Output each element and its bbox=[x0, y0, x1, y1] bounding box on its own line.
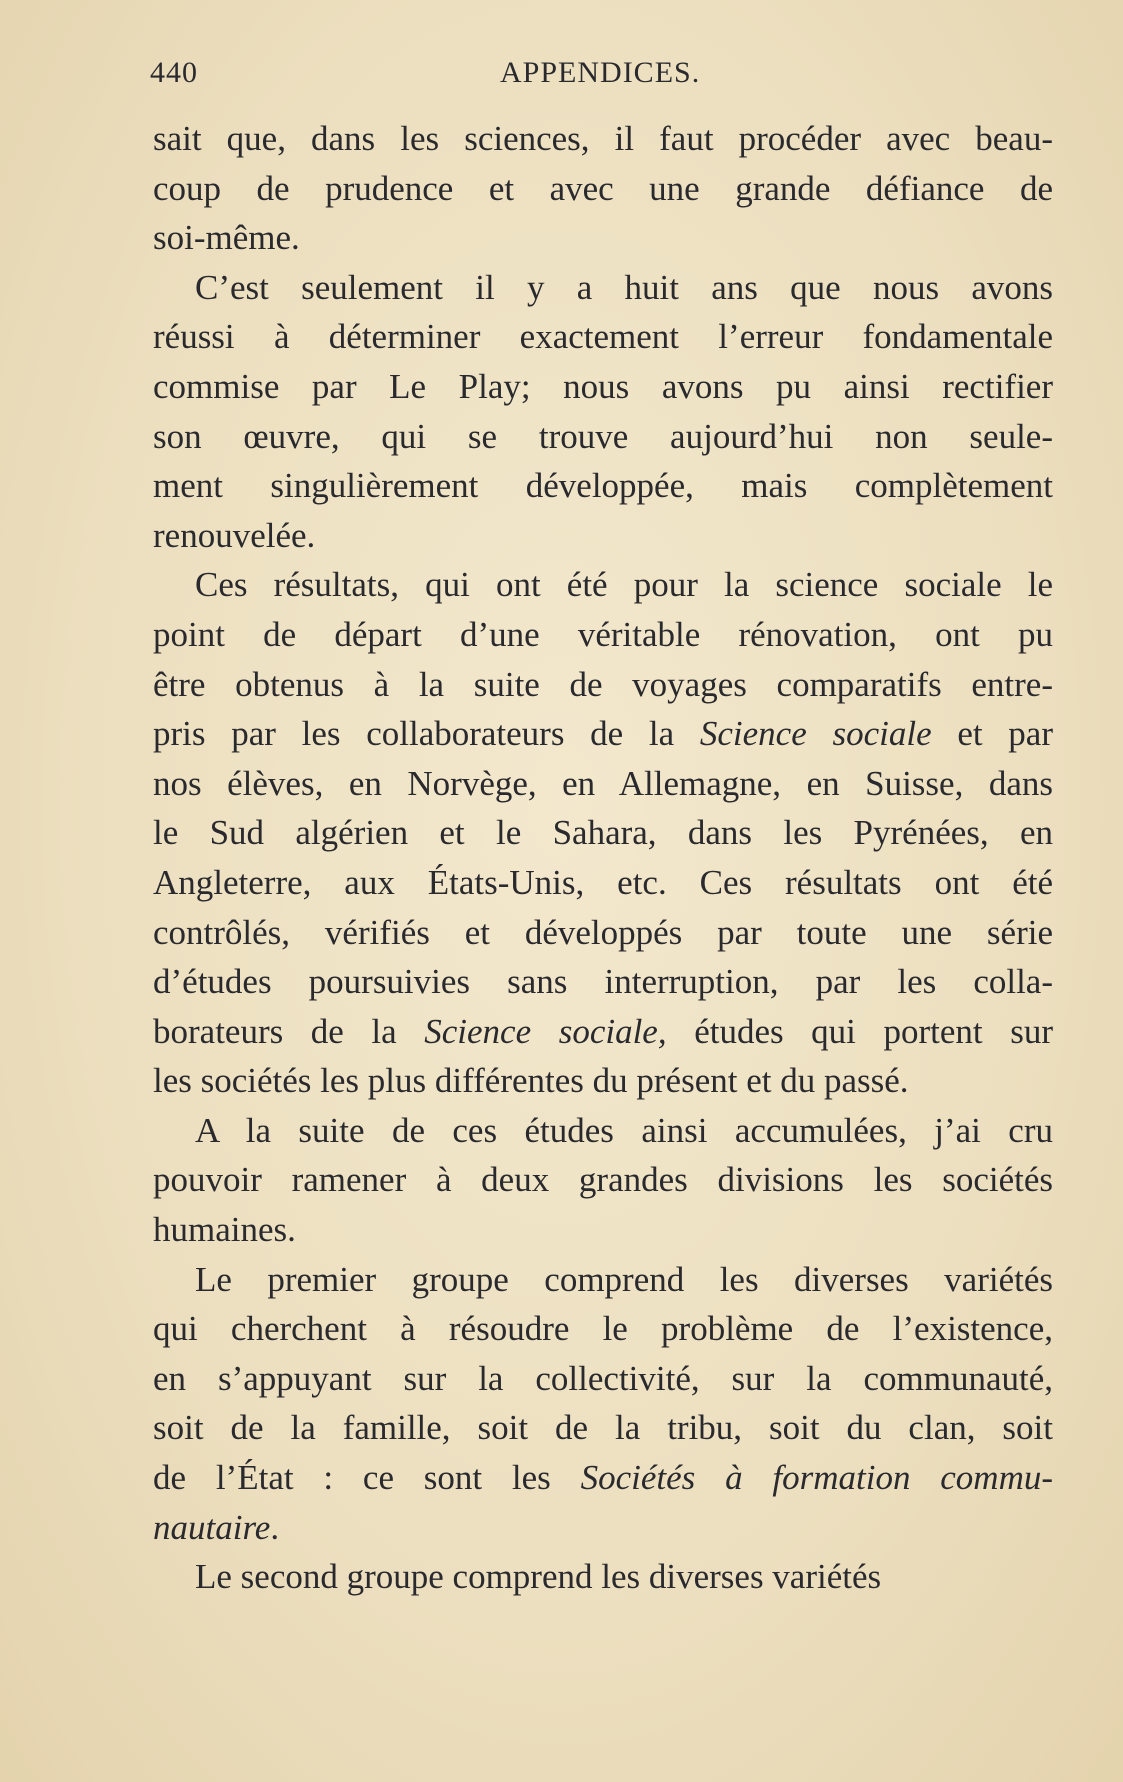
text-line bbox=[153, 908, 1053, 958]
text-segment: . bbox=[270, 1507, 280, 1547]
text-line bbox=[153, 1354, 1053, 1404]
text-segment: ment singulièrement développée, mais complètement bbox=[153, 466, 1053, 506]
text-segment: en s’appuyant sur la collectivité, sur la communauté, bbox=[153, 1358, 1053, 1398]
text-line bbox=[153, 1304, 1053, 1354]
body-text bbox=[153, 114, 1053, 1602]
text-line bbox=[153, 1155, 1053, 1205]
text-line bbox=[153, 759, 1053, 809]
text-line bbox=[153, 957, 1053, 1007]
text-segment: renouvelée. bbox=[153, 515, 316, 555]
running-title: APPENDICES. bbox=[500, 56, 701, 89]
text-line bbox=[153, 1503, 1053, 1553]
text-segment: pouvoir ramener à deux grandes divisions les sociétés bbox=[153, 1160, 1053, 1200]
text-line bbox=[153, 1453, 1053, 1503]
text-segment: Angleterre, aux États-Unis, etc. Ces résultats ont été bbox=[153, 862, 1053, 902]
text-line bbox=[153, 1007, 1053, 1057]
italic-text: Sociétés à formation commu- bbox=[580, 1458, 1053, 1498]
text-segment: Ces résultats, qui ont été pour la science sociale le bbox=[195, 565, 1053, 605]
text-segment: A la suite de ces études ainsi accumulées, j’ai cru bbox=[195, 1110, 1053, 1150]
text-line bbox=[153, 1106, 1053, 1156]
text-segment: contrôlés, vérifiés et développés par toute une série bbox=[153, 912, 1053, 952]
text-segment: commise par Le Play; nous avons pu ainsi rectifier bbox=[153, 366, 1053, 406]
text-segment: son œuvre, qui se trouve aujourd’hui non seule- bbox=[153, 416, 1053, 456]
text-segment: soit de la famille, soit de la tribu, soit du clan, soit bbox=[153, 1408, 1053, 1448]
text-line bbox=[153, 560, 1053, 610]
text-segment: C’est seulement il y a huit ans que nous avons bbox=[195, 267, 1053, 307]
text-line bbox=[153, 610, 1053, 660]
text-segment: le Sud algérien et le Sahara, dans les Pyrénées, en bbox=[153, 813, 1053, 853]
text-line bbox=[153, 1403, 1053, 1453]
text-line bbox=[153, 114, 1053, 164]
text-segment: Le second groupe comprend les diverses variétés bbox=[195, 1557, 882, 1597]
running-head bbox=[150, 50, 1060, 94]
text-segment: les sociétés les plus différentes du présent et du passé. bbox=[153, 1061, 909, 1101]
text-segment: point de départ d’une véritable rénovation, ont pu bbox=[153, 614, 1053, 654]
page-number: 440 bbox=[150, 56, 198, 89]
text-segment: humaines. bbox=[153, 1210, 296, 1250]
text-line bbox=[153, 1552, 1053, 1602]
text-line bbox=[153, 263, 1053, 313]
italic-text: nautaire bbox=[153, 1507, 271, 1547]
text-line bbox=[153, 709, 1053, 759]
text-line bbox=[153, 511, 1053, 561]
text-line bbox=[153, 461, 1053, 511]
text-line bbox=[153, 858, 1053, 908]
text-segment: Le premier groupe comprend les diverses variétés bbox=[195, 1259, 1053, 1299]
text-segment: être obtenus à la suite de voyages comparatifs entre- bbox=[153, 664, 1053, 704]
text-segment: soi-même. bbox=[153, 218, 300, 258]
text-segment: coup de prudence et avec une grande défiance de bbox=[153, 168, 1053, 208]
text-segment: qui cherchent à résoudre le problème de l’existence, bbox=[153, 1309, 1053, 1349]
text-segment: études qui portent sur bbox=[666, 1011, 1053, 1051]
italic-text: Science sociale bbox=[699, 714, 932, 754]
text-line bbox=[153, 660, 1053, 710]
text-segment: nos élèves, en Norvège, en Allemagne, en Suisse, dans bbox=[153, 763, 1053, 803]
text-segment: sait que, dans les sciences, il faut procéder avec beau- bbox=[153, 119, 1053, 158]
text-line bbox=[153, 213, 1053, 263]
text-segment: réussi à déterminer exactement l’erreur fondamentale bbox=[153, 317, 1053, 357]
text-line bbox=[153, 1056, 1053, 1106]
text-line bbox=[153, 412, 1053, 462]
text-segment: pris par les collaborateurs de la bbox=[153, 714, 700, 754]
text-segment: de l’État : ce sont les bbox=[153, 1458, 581, 1498]
text-line bbox=[153, 312, 1053, 362]
text-line bbox=[153, 1255, 1053, 1305]
text-segment: borateurs de la bbox=[153, 1011, 425, 1051]
text-line bbox=[153, 1205, 1053, 1255]
text-line bbox=[153, 164, 1053, 214]
text-segment: d’études poursuivies sans interruption, par les colla- bbox=[153, 962, 1053, 1002]
text-segment: et par bbox=[931, 714, 1053, 754]
italic-text: Science sociale, bbox=[424, 1011, 667, 1051]
text-line bbox=[153, 808, 1053, 858]
text-line bbox=[153, 362, 1053, 412]
